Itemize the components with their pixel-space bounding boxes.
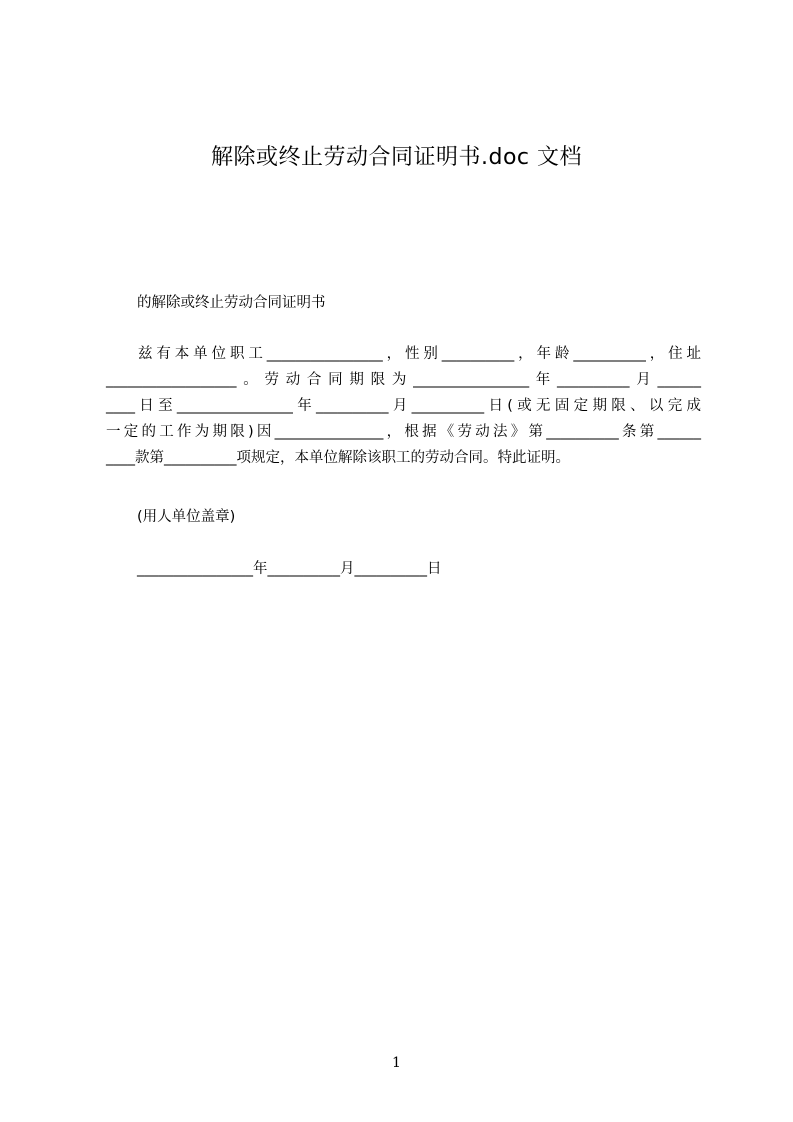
document-subtitle: 的解除或终止劳动合同证明书 xyxy=(137,295,326,311)
body-line-1: 兹有本单位职工________________，性别__________，年龄__________，住址 xyxy=(138,346,701,362)
body-line-4: 一定的工作为期限)因_______________，根据《劳动法》第__________条第______ xyxy=(106,424,701,440)
seal-label: (用人单位盖章) xyxy=(137,509,236,525)
body-line-5: ____款第__________项规定，本单位解除该职工的劳动合同。特此证明。 xyxy=(106,450,570,466)
body-line-2: __________________。劳动合同期限为________________年__________月______ xyxy=(106,372,701,388)
body-line-3: ____日至________________年__________月__________日(或无固定期限、以完成 xyxy=(106,398,701,414)
date-line: ________________年__________月__________日 xyxy=(137,561,442,577)
page-number: 1 xyxy=(392,1055,401,1071)
document-title: 解除或终止劳动合同证明书.doc 文档 xyxy=(210,145,582,170)
certificate-body xyxy=(106,341,701,471)
